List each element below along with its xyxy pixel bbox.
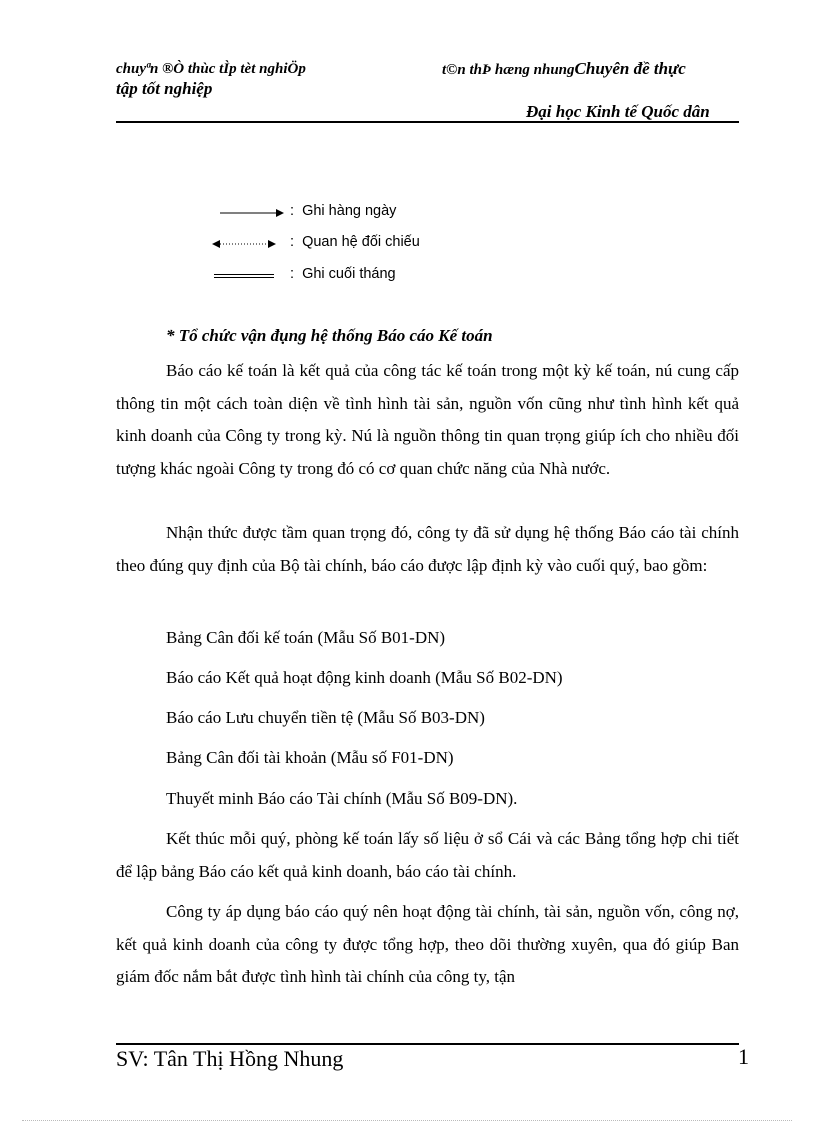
report-list-item: Thuyết minh Báo cáo Tài chính (Mẫu Số B09-DN). (166, 789, 518, 808)
header-right-small: t©n thÞ hæng nhung (442, 62, 575, 78)
header-right (442, 59, 686, 79)
paragraph-awareness: Nhận thức được tầm quan trọng đó, công ty đã sử dụng hệ thống Báo cáo tài chính theo đúng quy định của Bộ tài chính, báo cáo được lập định kỳ vào cuối quý, bao gồm: (116, 523, 739, 575)
page-edge-divider (22, 1120, 792, 1121)
solid-arrow-icon (220, 207, 290, 219)
paragraph-quarter-end: Kết thúc mỗi quý, phòng kế toán lấy số liệu ở sổ Cái và các Bảng tổng hợp chi tiết để lập bảng Báo cáo kết quả kinh doanh, báo cáo tài chính. (116, 829, 739, 881)
report-list-item: Bảng Cân đối kế toán (Mẫu Số B01-DN) (166, 628, 446, 647)
header-left-line1: chuyªn ®Ò thùc tÌp tèt nghiÖp (116, 61, 306, 77)
paragraph-intro: Báo cáo kế toán là kết quả của công tác kế toán trong một kỳ kế toán, nú cung cấp thông tin một cách toàn diện về tình hình tài sản, nguồn vốn cũng như tình hình kết quả kinh doanh của Công ty trong kỳ. Nú là nguồn thông tin quan trọng giúp ích cho nhiều đối tượng khác ngoài Công ty trong đó có cơ quan chức năng của Nhà nước. (116, 361, 739, 478)
double-line-icon (214, 270, 284, 282)
header-right-big: Chuyên đề thực (574, 59, 686, 78)
page-number: 1 (738, 1044, 749, 1069)
legend-label-daily: : Ghi hàng ngày (290, 203, 397, 219)
footer-student-name: SV: Tân Thị Hồng Nhung (116, 1046, 344, 1071)
report-list-item: Báo cáo Lưu chuyển tiền tệ (Mẫu Số B03-DN) (166, 708, 485, 727)
dotted-double-arrow-icon (212, 238, 290, 250)
legend-label-reconcile: : Quan hệ đối chiếu (290, 234, 420, 250)
legend-label-monthly: : Ghi cuối tháng (290, 266, 396, 282)
header-right-line2: Đại học Kinh tế Quốc dân (526, 102, 710, 121)
section-title: * Tổ chức vận đụng hệ thống Báo cáo Kế toán (166, 326, 493, 345)
footer-rule (116, 1043, 739, 1045)
header-left-line2: tập tốt nghiệp (116, 79, 213, 98)
paragraph-quarterly-report: Công ty áp dụng báo cáo quý nên hoạt động tài chính, tài sản, nguồn vốn, công nợ, kết quả kinh doanh của công ty được tổng hợp, theo dõi thường xuyên, qua đó giúp Ban giám đốc nắm bắt được tình hình tài chính của công ty, tận (116, 902, 739, 986)
header-rule (116, 121, 739, 123)
report-list-item: Báo cáo Kết quả hoạt động kinh doanh (Mẫu Số B02-DN) (166, 668, 563, 687)
report-list-item: Bảng Cân đối tài khoản (Mẫu số F01-DN) (166, 748, 454, 767)
